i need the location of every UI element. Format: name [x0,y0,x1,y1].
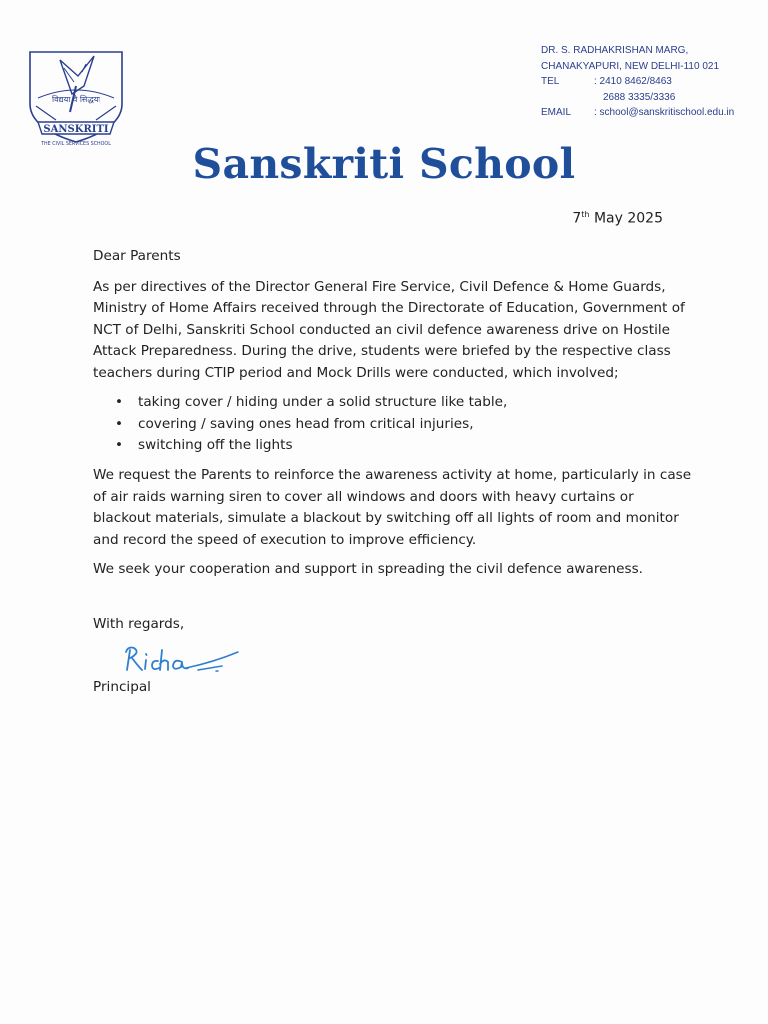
email-row [541,105,734,121]
telephone-row-2 [541,90,734,106]
tel-label: TEL [541,76,560,87]
date-month-year: May 2025 [589,210,663,227]
telephone-row [541,74,734,90]
tel-value-2: 2688 3335/3336 [603,91,676,103]
address-line-1: DR. S. RADHAKRISHAN MARG, [541,45,689,56]
svg-text:SANSKRITI: SANSKRITI [43,124,109,135]
signature [118,640,243,676]
svg-text:विद्यया वै सिद्धयः: विद्यया वै सिद्धयः [52,95,100,104]
tel-value-1: : 2410 8462/8463 [594,76,672,87]
salutation: Dear Parents [93,248,181,264]
list-item: • switching off the lights [93,435,693,457]
sanskriti-crest-icon [24,42,128,150]
letter-body [93,246,693,589]
date-suffix: th [581,210,590,219]
signature-icon [118,640,243,676]
paragraph-3: We seek your cooperation and support in spreading the civil defence awareness. [93,561,643,578]
school-address-block [541,43,734,121]
signatory-title: Principal [93,679,151,695]
date-day: 7 [572,210,582,227]
email-value: : school@sanskritischool.edu.in [594,107,735,118]
svg-text:THE CIVIL SERVICES SCHOOL: THE CIVIL SERVICES SCHOOL [41,142,111,147]
letter-date [572,210,663,227]
closing: With regards, [93,616,185,632]
list-item: • taking cover / hiding under a solid structure like table, [93,392,693,414]
school-name-title: Sanskriti School [192,140,576,188]
email-label: EMAIL [541,107,572,118]
school-logo [24,42,128,150]
address-line-2: CHANAKYAPURI, NEW DELHI-110 021 [541,60,720,72]
drill-list [93,392,693,457]
paragraph-1: As per directives of the Director General Fire Service, Civil Defence & Home Guards, Ministry of Home Affairs received through the Directorate of Education, Government of NCT of Delhi, Sanskriti School conducted an civil defence awareness drive on Hostile Attack Preparedness. During the drive, students were briefed by the respective class teachers during CTIP period and Mock Drills were conducted, which involved; [93,278,685,381]
paragraph-2: We request the Parents to reinforce the awareness activity at home, particularly in case of air raids warning siren to cover all windows and doors with heavy curtains or blackout materials, simulate a blackout by switching off all lights of room and monitor and record the speed of execution to improve efficiency. [93,467,692,548]
list-item: • covering / saving ones head from critical injuries, [93,414,693,436]
